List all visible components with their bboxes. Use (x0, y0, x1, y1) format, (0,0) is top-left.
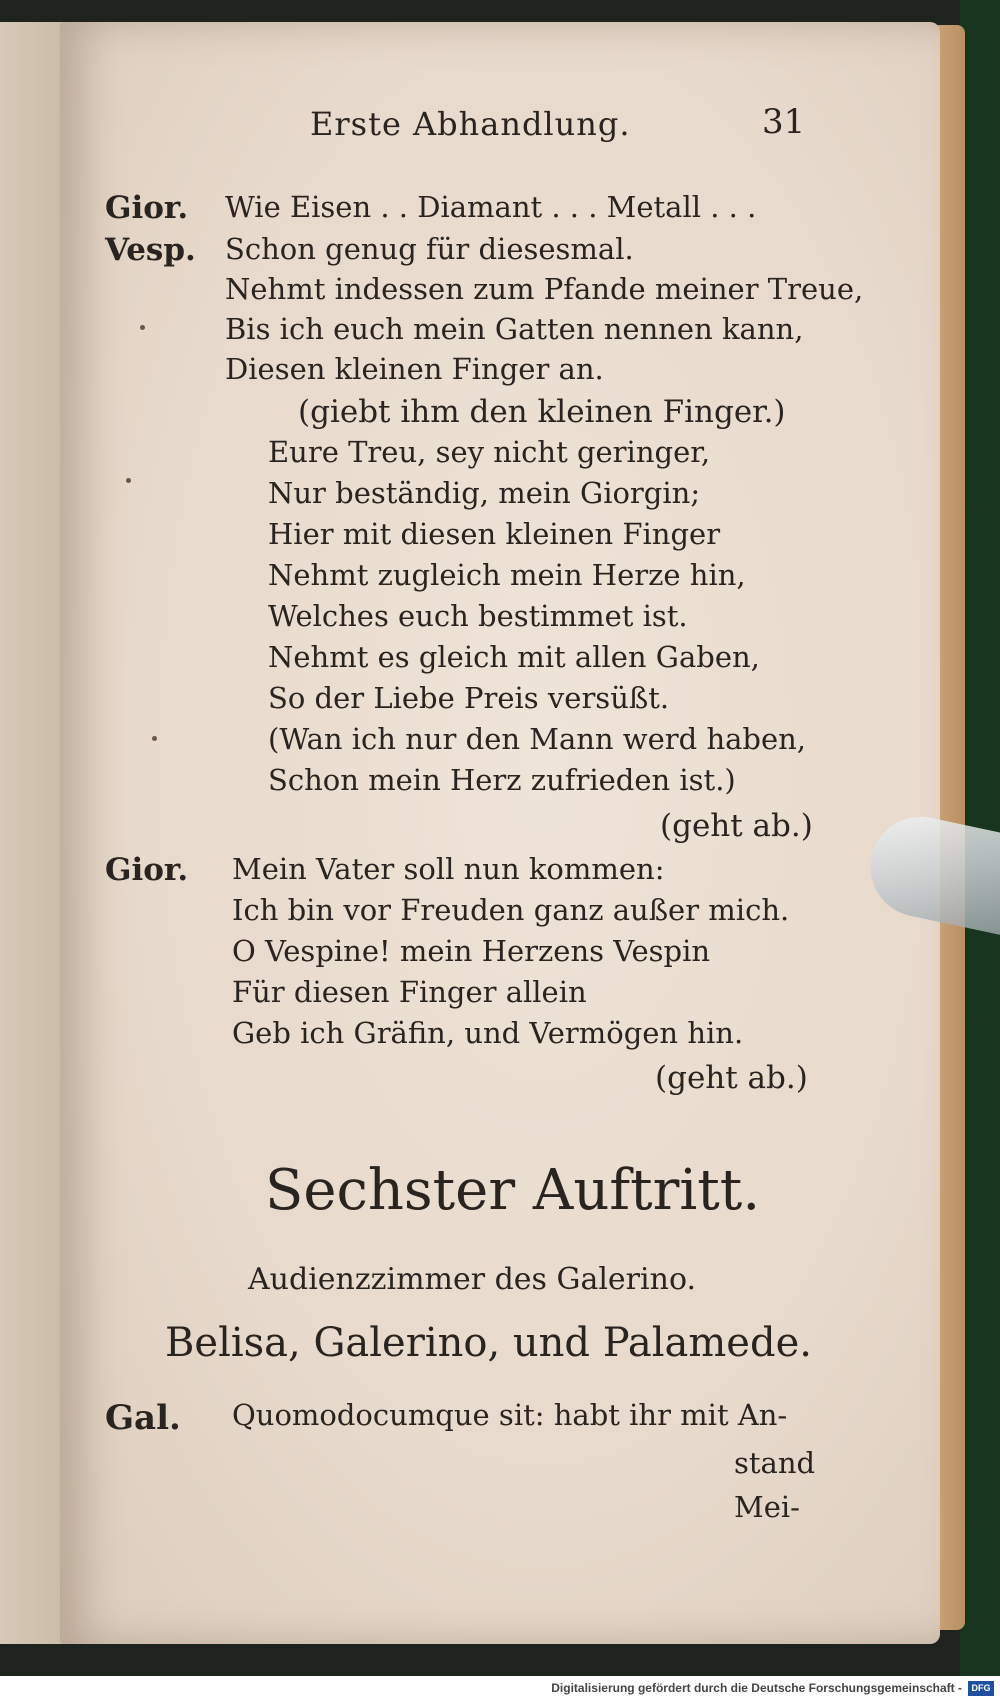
verse-line: O Vespine! mein Herzens Vespin (232, 934, 711, 968)
verse-continuation: stand (734, 1446, 816, 1480)
verse-line: (Wan ich nur den Mann werd haben, (268, 722, 807, 756)
scene-characters: Belisa, Galerino, und Palamede. (165, 1320, 812, 1366)
verse-line: Wie Eisen . . Diamant . . . Metall . . . (225, 190, 757, 224)
verse-line: Geb ich Gräfin, und Vermögen hin. (232, 1016, 744, 1050)
verse-line: Bis ich euch mein Gatten nennen kann, (225, 312, 804, 346)
verse-line: Nehmt zugleich mein Herze hin, (268, 558, 746, 592)
page-number: 31 (762, 102, 806, 142)
verse-line: Ich bin vor Freuden ganz außer mich. (232, 893, 790, 927)
scene-title: Sechster Auftritt. (265, 1158, 761, 1223)
catchword: Mei- (734, 1490, 800, 1524)
dfg-logo: DFG (968, 1681, 994, 1696)
verse-line: So der Liebe Preis versüßt. (268, 681, 670, 715)
paper-speck (152, 736, 157, 741)
verse-line: Nehmt es gleich mit allen Gaben, (268, 640, 760, 674)
funding-credit: Digitalisierung gefördert durch die Deutsche Forschungsgemeinschaft - (551, 1681, 962, 1695)
running-title: Erste Abhandlung. (310, 105, 631, 143)
scene-location: Audienzzimmer des Galerino. (248, 1262, 697, 1297)
verse-line: Schon genug für diesesmal. (225, 232, 634, 266)
verse-line: Nur beständig, mein Giorgin; (268, 476, 701, 510)
verse-line: Für diesen Finger allein (232, 975, 587, 1009)
stage-direction: (geht ab.) (660, 808, 813, 844)
verse-line: Mein Vater soll nun kommen: (232, 852, 665, 886)
paper-speck (140, 325, 145, 330)
stage-direction: (geht ab.) (655, 1060, 808, 1096)
verse-line: Nehmt indessen zum Pfande meiner Treue, (225, 272, 864, 306)
verse-line: Eure Treu, sey nicht geringer, (268, 435, 711, 469)
verse-line: Quomodocumque sit: habt ihr mit An- (232, 1398, 788, 1432)
paper-speck (126, 478, 131, 483)
verse-line: Welches euch bestimmet ist. (268, 599, 688, 633)
verse-line: Hier mit diesen kleinen Finger (268, 517, 721, 551)
speaker-label: Gior. (105, 190, 189, 226)
speaker-label: Gal. (105, 1398, 181, 1438)
verse-line: Diesen kleinen Finger an. (225, 352, 604, 386)
footer-bar (0, 1676, 1000, 1702)
verse-line: Schon mein Herz zufrieden ist.) (268, 763, 736, 797)
speaker-label: Vesp. (105, 232, 196, 268)
speaker-label: Gior. (105, 852, 189, 888)
stage-direction: (giebt ihm den kleinen Finger.) (298, 394, 786, 430)
